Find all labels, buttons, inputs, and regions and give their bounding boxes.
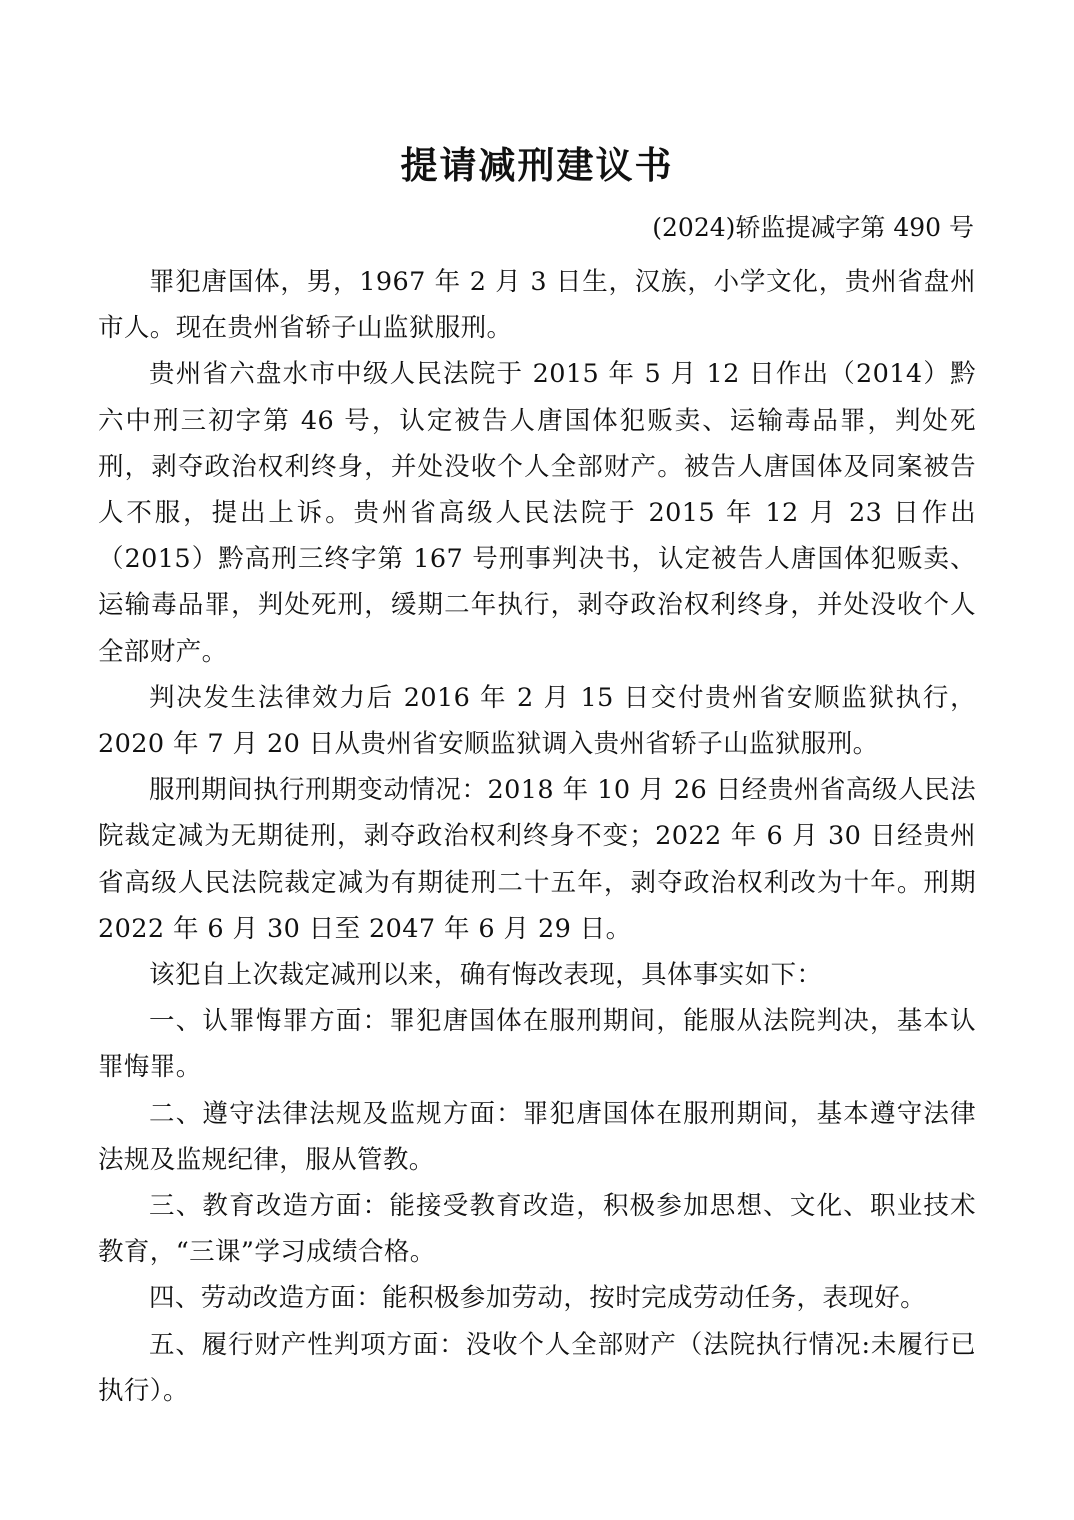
document-title: 提请减刑建议书 (400, 144, 674, 187)
paragraph-item-5: 五、履行财产性判项方面：没收个人全部财产（法院执行情况:未履行已执行）。 (98, 1329, 976, 1406)
paragraph-item-3: 三、教育改造方面：能接受教育改造，积极参加思想、文化、职业技术教育，“三课”学习成绩合格。 (98, 1191, 976, 1268)
paragraph-original-judgment: 贵州省六盘水市中级人民法院于 2015 年 5 月 12 日作出（2014）黔六中刑三初字第 46 号，认定被告人唐国体犯贩卖、运输毒品罪，判处死刑，剥夺政治权利终身，并处没收个人全部财产。被告人唐国体及同案被告人不服，提出上诉。贵州省高级人民法院于 2015 年 12 月 23 日作出（2015）黔高刑三终字第 167 号刑事判决书，认定被告人唐国体犯贩卖、运输毒品罪，判处死刑，缓期二年执行，剥夺政治权利终身，并处没收个人全部财产。 (98, 359, 976, 667)
paragraph-prison-transfer: 判决发生法律效力后 2016 年 2 月 15 日交付贵州省安顺监狱执行，2020 年 7 月 20 日从贵州省安顺监狱调入贵州省轿子山监狱服刑。 (98, 682, 976, 760)
paragraph-item-4: 四、劳动改造方面：能积极参加劳动，按时完成劳动任务，表现好。 (149, 1283, 927, 1314)
paragraph-item-1: 一、认罪悔罪方面：罪犯唐国体在服刑期间，能服从法院判决，基本认罪悔罪。 (98, 1006, 976, 1083)
document-number: (2024)轿监提减字第 490 号 (652, 213, 974, 242)
document-body (98, 259, 976, 1414)
paragraph-sentence-changes: 服刑期间执行刑期变动情况：2018 年 10 月 26 日经贵州省高级人民法院裁定减为无期徒刑，剥夺政治权利终身不变；2022 年 6 月 30 日经贵州省高级人民法院裁定减为有期徒刑二十五年，剥夺政治权利改为十年。刑期 2022 年 6 月 30 日至 2047 年 6 月 29 日。 (98, 775, 976, 944)
paragraph-criminal-info: 罪犯唐国体，男，1967 年 2 月 3 日生，汉族，小学文化，贵州省盘州市人。现在贵州省轿子山监狱服刑。 (98, 267, 976, 344)
paragraph-item-2: 二、遵守法律法规及监规方面：罪犯唐国体在服刑期间，基本遵守法律法规及监规纪律，服从管教。 (98, 1098, 976, 1175)
paragraph-repentance-intro: 该犯自上次裁定减刑以来，确有悔改表现，具体事实如下： (149, 960, 823, 991)
